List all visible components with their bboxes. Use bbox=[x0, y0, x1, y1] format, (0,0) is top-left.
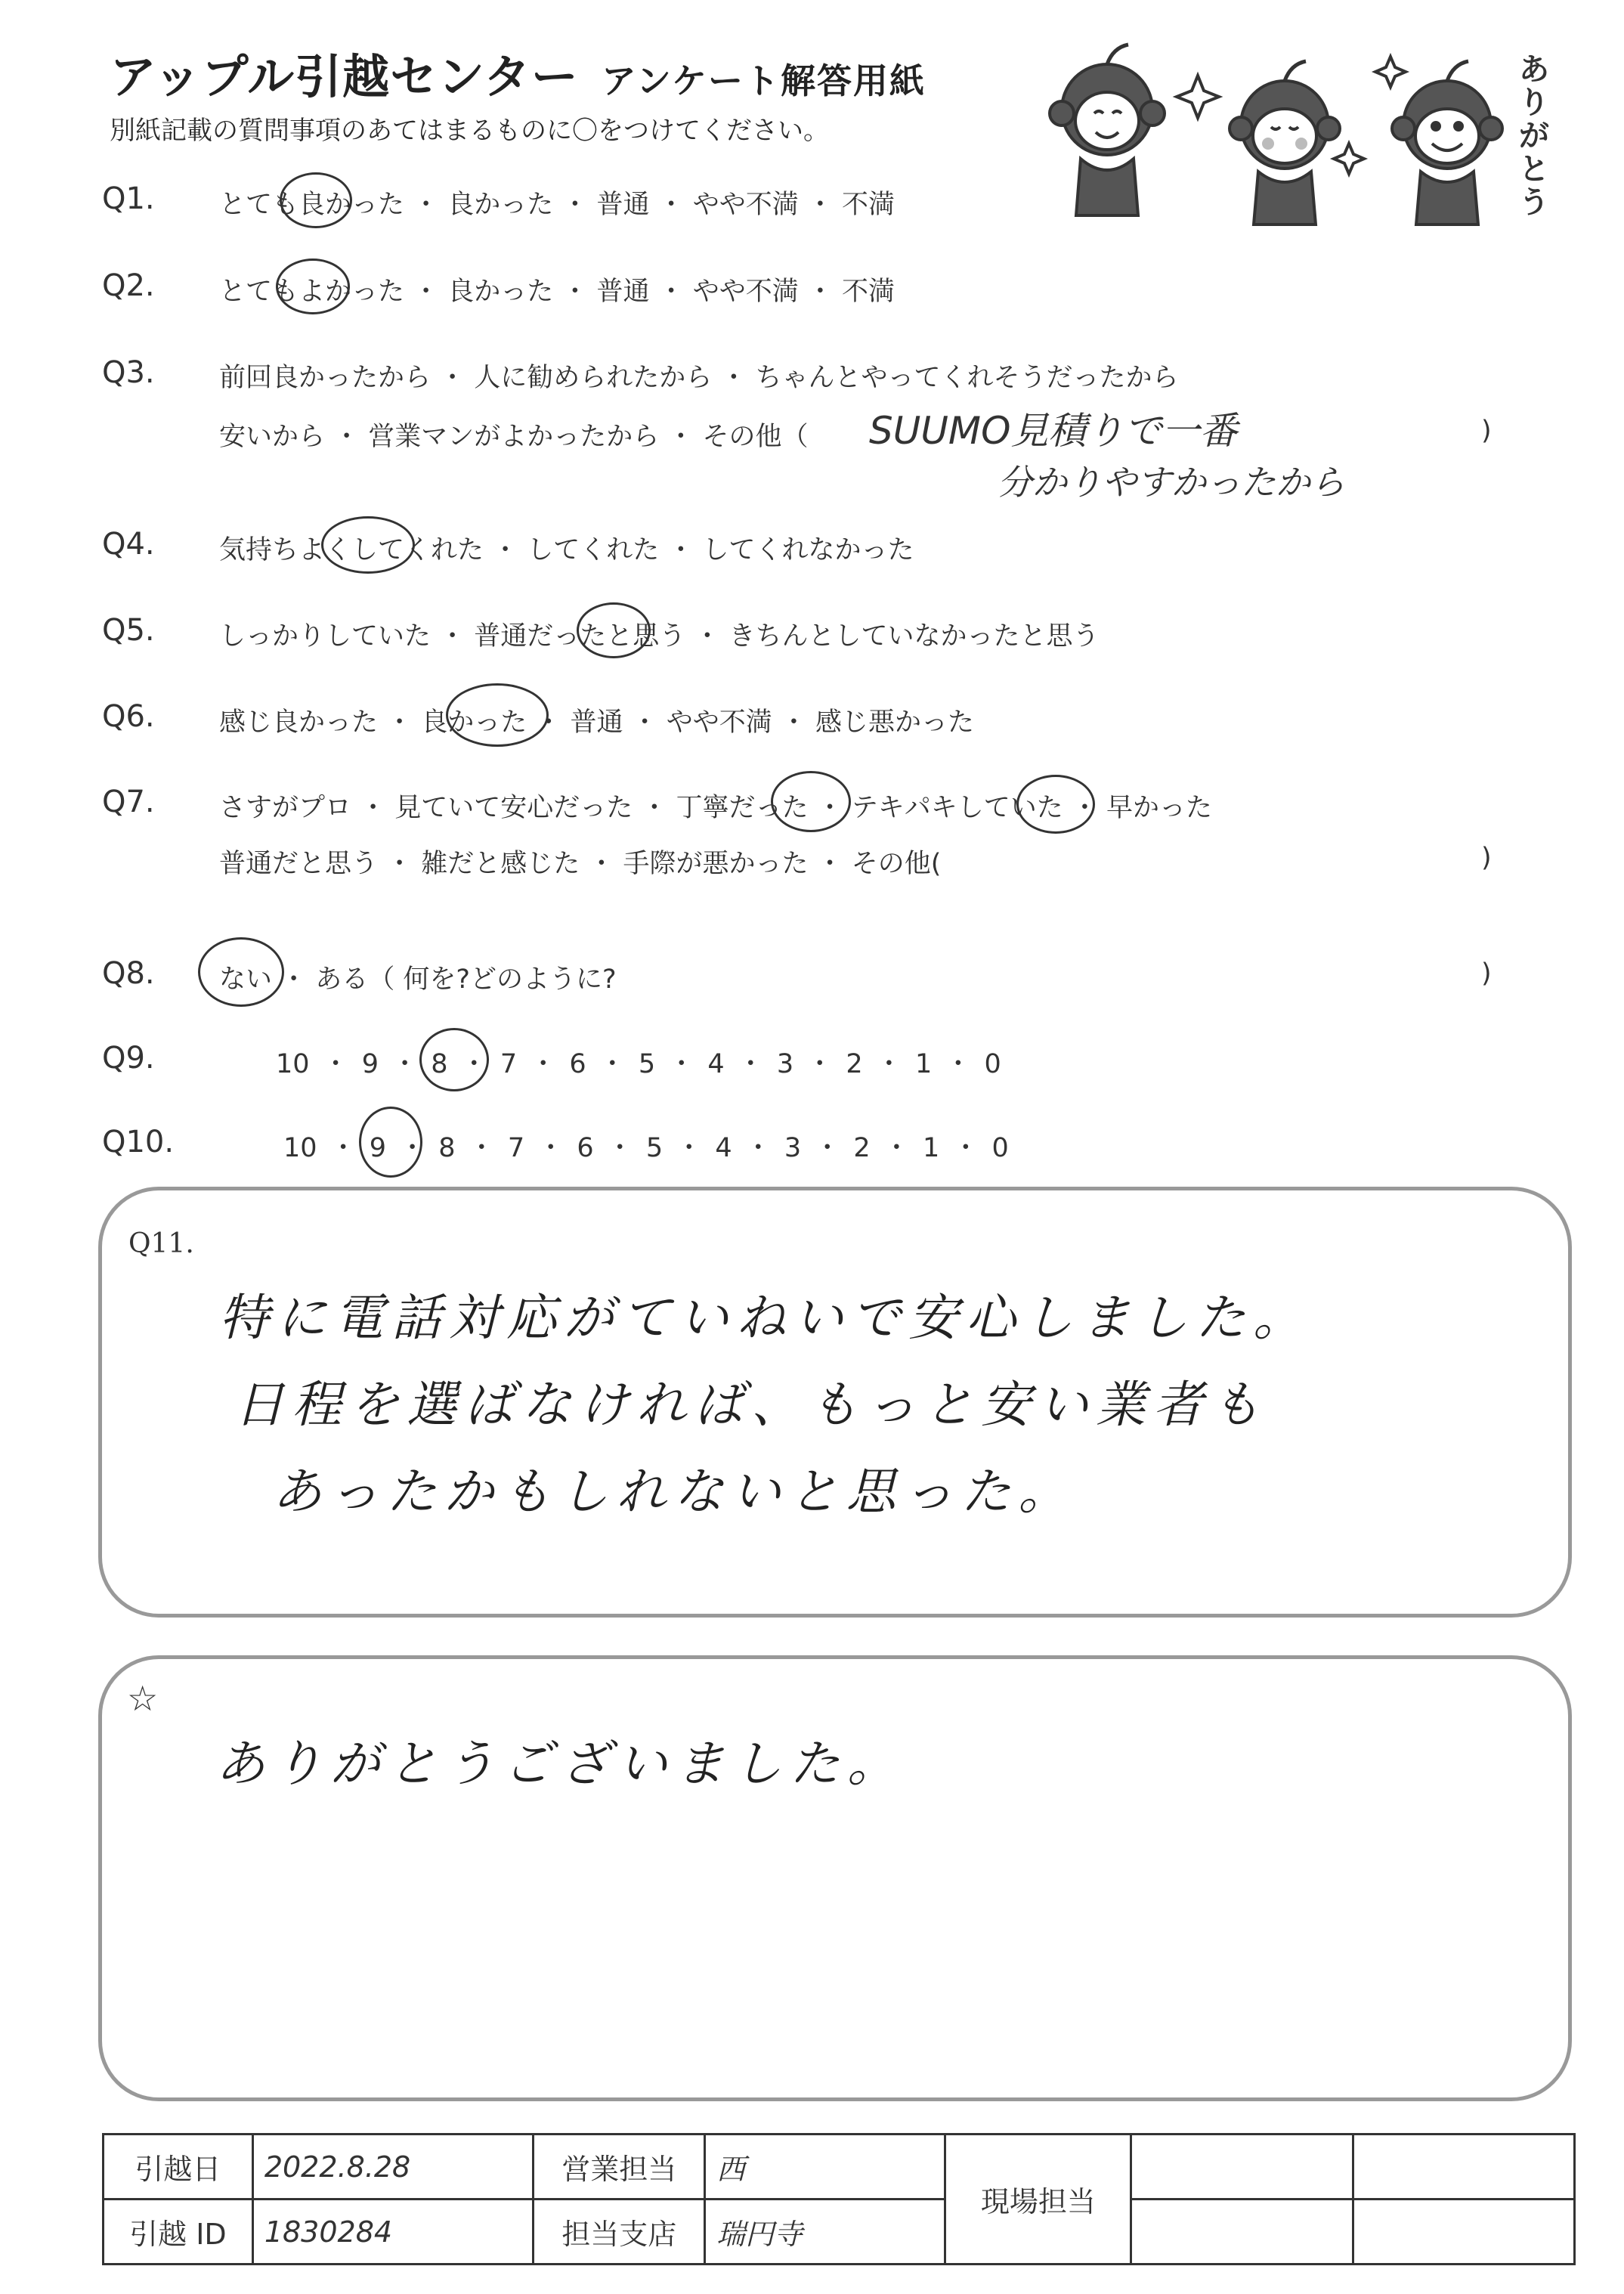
q2-options: とてもよかった ・ 良かった ・ 普通 ・ やや不満 ・ 不満 bbox=[219, 277, 896, 307]
q11-label: Q11. bbox=[128, 1228, 194, 1259]
q1-answer-circle bbox=[280, 172, 352, 228]
q9-number: Q9. bbox=[102, 1041, 155, 1076]
q9-answer-circle bbox=[419, 1028, 489, 1091]
q3-other-answer-line1: SUUMO見積りで一番 bbox=[869, 409, 1238, 453]
q10-scale: 10 ・ 9 ・ 8 ・ 7 ・ 6 ・ 5 ・ 4 ・ 3 ・ 2 ・ 1 ・ 0 bbox=[283, 1133, 1009, 1163]
comment-line1: ありがとうございました。 bbox=[215, 1735, 905, 1793]
q2-answer-circle bbox=[276, 259, 350, 314]
site-staff-cell-2 bbox=[1353, 2135, 1574, 2200]
star-label: ☆ bbox=[127, 1678, 159, 1719]
q11-answer-line1: 特に電話対応がていねいで安心しました。 bbox=[219, 1289, 1310, 1347]
q10-number: Q10. bbox=[102, 1125, 175, 1159]
q1-number: Q1. bbox=[102, 181, 155, 216]
move-id-value: 1830284 bbox=[252, 2200, 534, 2265]
q5-options: しっかりしていた ・ 普通だったと思う ・ きちんとしていなかったと思う bbox=[219, 621, 1100, 652]
monkey-mascots-illustration bbox=[1035, 42, 1549, 246]
q3-options-line1: 前回良かったから ・ 人に勧められたから ・ ちゃんとやってくれそうだったから bbox=[219, 363, 1179, 393]
comment-box bbox=[98, 1655, 1572, 2101]
q7-number: Q7. bbox=[102, 785, 155, 819]
site-staff-cell-4 bbox=[1353, 2200, 1574, 2265]
q1-options: とても良かった ・ 良かった ・ 普通 ・ やや不満 ・ 不満 bbox=[219, 190, 896, 220]
q11-answer-line3: あったかもしれないと思った。 bbox=[272, 1463, 1076, 1521]
sales-rep-value: 西 bbox=[705, 2135, 945, 2200]
q4-number: Q4. bbox=[102, 527, 155, 562]
q4-options: 気持ちよくしてくれた ・ してくれた ・ してくれなかった bbox=[219, 535, 914, 565]
q4-answer-circle bbox=[321, 516, 415, 574]
sales-rep-label: 営業担当 bbox=[534, 2135, 705, 2200]
q8-options: ない ・ ある（ 何を?どのように? bbox=[219, 964, 617, 995]
q2-number: Q2. bbox=[102, 268, 155, 303]
q7-options-line1: さすがプロ ・ 見ていて安心だった ・ 丁寧だった ・ テキパキしていた ・ 早かった bbox=[219, 793, 1213, 823]
q3-options-line2: 安いから ・ 営業マンがよかったから ・ その他（ bbox=[219, 422, 809, 452]
site-staff-cell-1 bbox=[1131, 2135, 1353, 2200]
q8-answer-circle bbox=[198, 937, 284, 1007]
q3-number: Q3. bbox=[102, 355, 155, 390]
move-date-label: 引越日 bbox=[104, 2135, 253, 2200]
q7-answer-circle-2 bbox=[1016, 775, 1095, 834]
q8-number: Q8. bbox=[102, 956, 155, 991]
form-subtitle: アンケート解答用紙 bbox=[601, 60, 926, 101]
site-staff-cell-3 bbox=[1131, 2200, 1353, 2265]
q8-close-paren: ) bbox=[1481, 958, 1492, 989]
q10-answer-circle bbox=[359, 1107, 422, 1178]
q6-options: 感じ良かった ・ 良かった ・ 普通 ・ やや不満 ・ 感じ悪かった bbox=[219, 707, 975, 738]
q5-answer-circle bbox=[577, 602, 651, 658]
site-staff-label: 現場担当 bbox=[945, 2135, 1131, 2265]
q3-other-answer-line2: 分かりやすかったから bbox=[998, 462, 1345, 503]
company-name: アップル引越センター bbox=[110, 49, 579, 104]
q7-options-line2: 普通だと思う ・ 雑だと感じた ・ 手際が悪かった ・ その他( bbox=[219, 849, 942, 879]
q5-number: Q5. bbox=[102, 613, 155, 648]
q9-scale: 10 ・ 9 ・ 8 ・ 7 ・ 6 ・ 5 ・ 4 ・ 3 ・ 2 ・ 1 ・ 0 bbox=[276, 1049, 1001, 1079]
q11-answer-line2: 日程を選ばなければ、もっと安い業者も bbox=[234, 1376, 1268, 1434]
q7-close-paren: ) bbox=[1481, 843, 1492, 873]
q6-answer-circle bbox=[446, 683, 549, 747]
q6-number: Q6. bbox=[102, 699, 155, 734]
move-date-value: 2022.8.28 bbox=[252, 2135, 534, 2200]
branch-value: 瑞円寺 bbox=[705, 2200, 945, 2265]
footer-info-table bbox=[102, 2133, 1576, 2265]
q7-answer-circle-1 bbox=[771, 771, 851, 832]
q3-close-paren: ) bbox=[1481, 416, 1492, 446]
form-title bbox=[110, 39, 926, 107]
move-id-label: 引越 ID bbox=[104, 2200, 253, 2265]
branch-label: 担当支店 bbox=[534, 2200, 705, 2265]
arigatou-badge: ありがとう bbox=[1519, 52, 1549, 220]
instruction-text: 別紙記載の質問事項のあてはまるものに〇をつけてください。 bbox=[110, 116, 829, 146]
